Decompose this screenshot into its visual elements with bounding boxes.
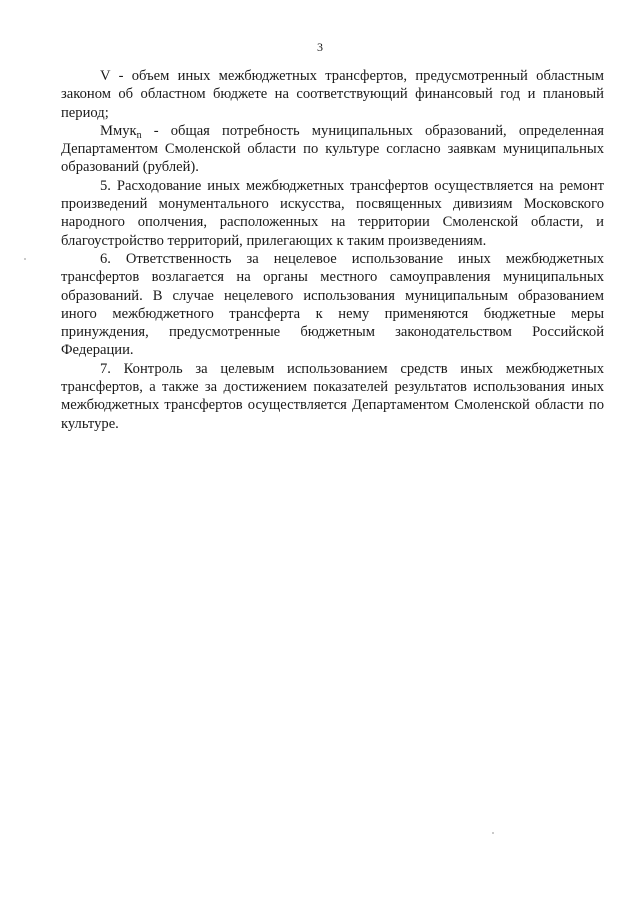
paragraph-v-definition: V - объем иных межбюджетных трансфертов, предусмотренный областным законом об областном бюджете на соответствующий финансовый год и плановый период;: [61, 68, 604, 121]
formula-symbol: Ммук: [100, 122, 137, 139]
definition-text: - общая потребность муниципальных образований, определенная Департаментом Смоленской области по культуре согласно заявкам муниципальных образований (рублей).: [61, 122, 604, 176]
page-number: 3: [317, 40, 323, 54]
scan-speck: [24, 258, 26, 260]
scan-speck: [492, 832, 494, 834]
document-body: [61, 67, 604, 433]
paragraph-item-6: 6. Ответственность за нецелевое использование иных межбюджетных трансфертов возлагается на органы местного самоуправления муниципальных образований. В случае нецелевого использования муниципальным образованием иного межбюджетного трансферта к нему применяются бюджетные меры принуждения, предусмотренные бюджетным законодательством Российской Федерации.: [61, 250, 604, 359]
paragraph-item-7: 7. Контроль за целевым использованием средств иных межбюджетных трансфертов, а также за достижением показателей результатов использования иных межбюджетных трансфертов осуществляется Департаментом Смоленской области по культуре.: [61, 360, 604, 432]
formula-subscript: n: [136, 129, 142, 141]
paragraph-item-5: 5. Расходование иных межбюджетных трансфертов осуществляется на ремонт произведений монументального искусства, посвященных дивизиям Московского народного ополчения, расположенных на территории Смоленской области, и благоустройство территорий, прилегающих к таким произведениям.: [61, 177, 604, 249]
paragraph-mmuk-definition: [61, 122, 604, 177]
